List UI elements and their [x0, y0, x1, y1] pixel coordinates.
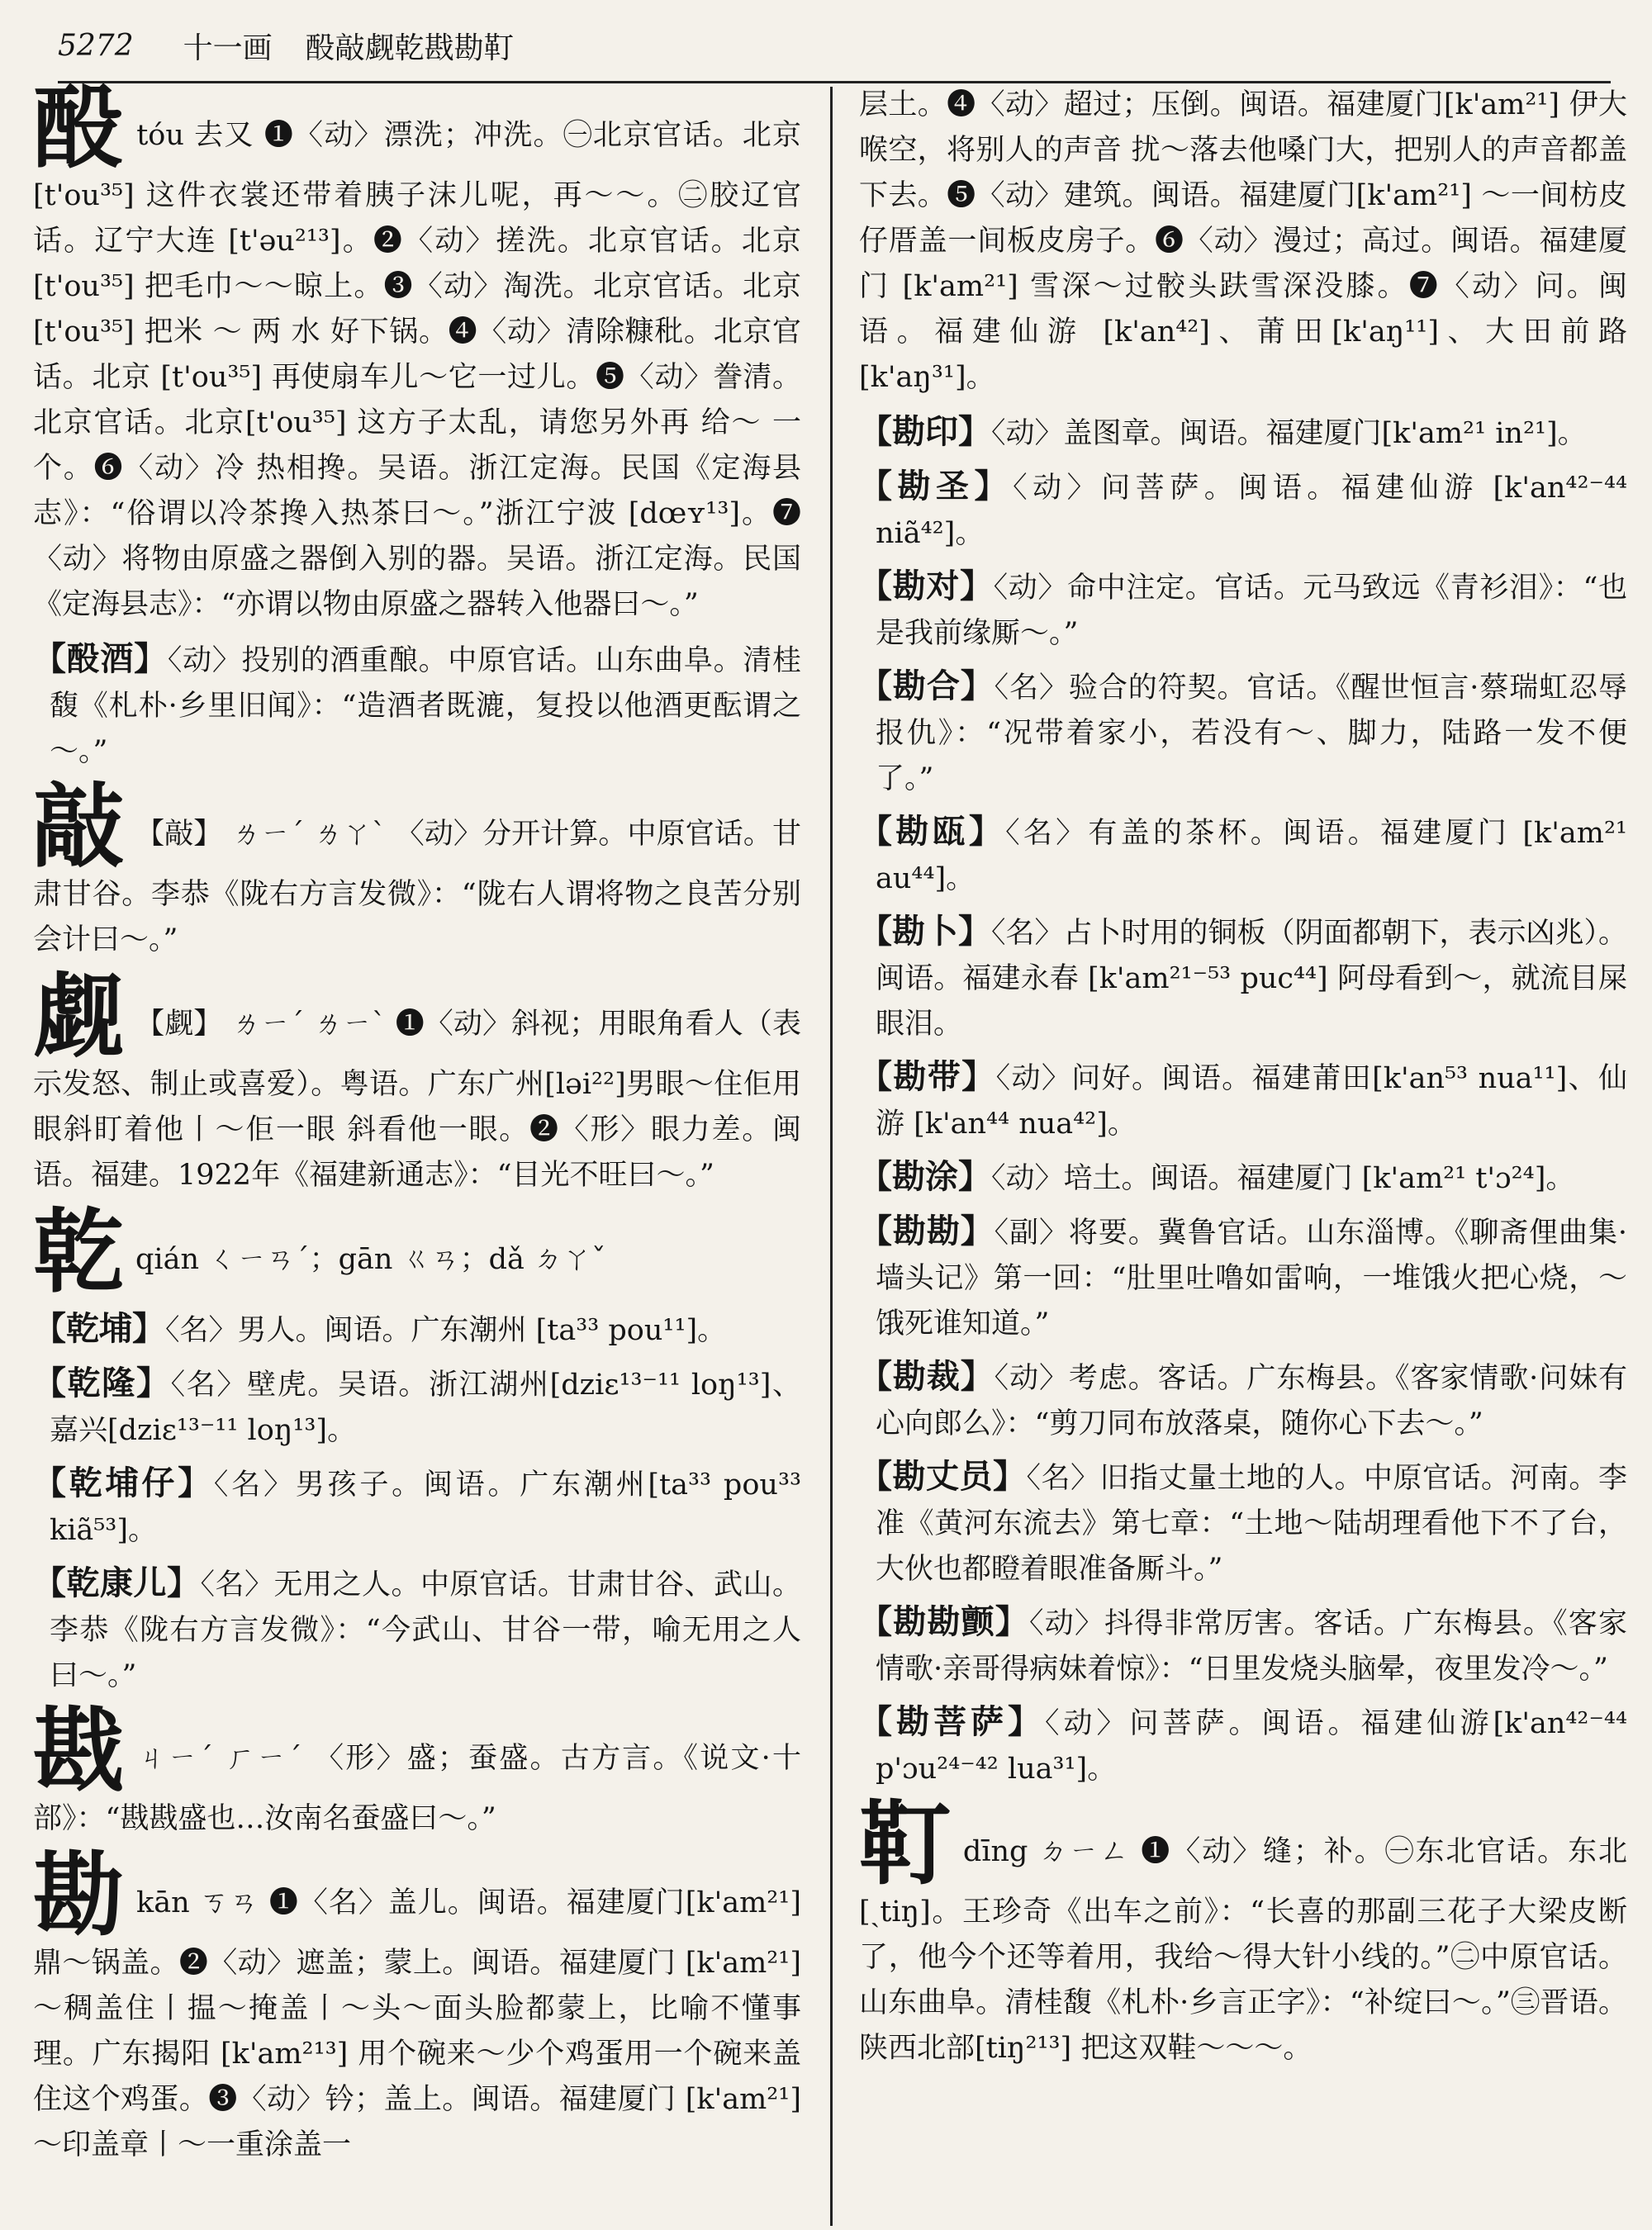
head-character: 靪: [859, 1791, 952, 1897]
entry-body: 〈名〉旧指丈量土地的人。中原官话。河南。李准《黄河东流去》第七章：“土地～陆胡理看他下不了台，大伙也都瞪着眼准备厮斗。”: [876, 1462, 1627, 1586]
entry-body: 〈动〉培土。闽语。福建厦门 [k'am²¹ t'ɔ²⁴]。: [991, 1162, 1575, 1195]
sub-entry: [33, 1460, 801, 1554]
sub-entry-word: 【勘印】: [859, 412, 991, 451]
entry-body: 〈动〉考虑。客话。广东梅县。《客家情歌·问妹有心向郎么》：“剪刀同布放落桌，随你心下去～。”: [876, 1362, 1627, 1440]
sub-entry-word: 【乾康儿】: [33, 1563, 201, 1602]
entry-body: kān ㄎㄢ ❶〈名〉盖儿。闽语。福建厦门[k'am²¹] 鼎～锅盖。❷〈动〉遮盖；蒙上。闽语。福建厦门 [k'am²¹] ～稠盖住丨揾～掩盖丨～头～面头脸都蒙上，比喻不懂事理。广东揭阳 [k'am²¹³] 用个碗来～少个鸡蛋用一个碗来盖住这个鸡蛋。❸〈动〉钤；盖上。闽语。福建厦门 [k'am²¹] ～印盖章丨～一重涂盖一: [33, 1886, 801, 2161]
entry-body: qián ㄑㄧㄢˊ；gān ㄍㄢ；dǎ ㄉㄚˇ: [135, 1243, 606, 1276]
head-entry: [33, 1198, 801, 1305]
sub-entry-word: 【勘合】: [859, 667, 995, 705]
entry-body: 〈动〉盖图章。闽语。福建厦门[k'am²¹ in²¹]。: [991, 417, 1587, 450]
sub-entry: [859, 1454, 1627, 1592]
sub-entry: [859, 563, 1627, 657]
sub-entry-word: 【勘涂】: [859, 1157, 991, 1196]
sub-entry-word: 【勘勘颤】: [859, 1602, 1029, 1641]
entry-body: 〈名〉有盖的茶杯。闽语。福建厦门 [k'am²¹ au⁴⁴]。: [876, 817, 1628, 895]
sub-entry: [859, 1208, 1627, 1347]
sub-entry-word: 【勘勘】: [859, 1212, 995, 1250]
head-entry: [33, 1697, 802, 1842]
sub-entry: [859, 463, 1627, 557]
entry-body: 〈动〉问菩萨。闽语。福建仙游 [k'an⁴²⁻⁴⁴ niã⁴²]。: [876, 472, 1628, 550]
sub-entry: [859, 1599, 1627, 1692]
entry-body: dīng ㄉㄧㄥ ❶〈动〉缝；补。㊀东北官话。东北 [ˏtiŋ]。王珍奇《出车之前》：“长喜的那副三花子大梁皮断了，他今个还等着用，我给～得大针小线的。”㊁中原官话。山东曲阜。清桂馥《札朴·乡言正字》：“补绽曰～。”㊂晋语。陕西北部[tiŋ²¹³] 把这双鞋～～～。: [859, 1835, 1627, 2065]
entry-body: 〈动〉抖得非常厉害。客话。广东梅县。《客家情歌·亲哥得病妹着惊》：“日里发烧头脑晕，夜里发冷～。”: [876, 1607, 1627, 1686]
entry-body: 〈名〉男孩子。闽语。广东潮州[ta³³ pou³³ kiã⁵³]。: [50, 1468, 802, 1547]
entry-body: tóu 去又 ❶〈动〉漂洗；冲洗。㊀北京官话。北京[t'ou³⁵] 这件衣裳还带着胰子沫儿呢，再～～。㊁胶辽官话。辽宁大连 [t'əu²¹³]。❷〈动〉搓洗。北京官话。北京 [t'ou³⁵] 把毛巾～～晾上。❸〈动〉淘洗。北京官话。北京 [t'ou³⁵] 把米 ～ 两 水 好下锅。❹〈动〉清除糠秕。北京官话。北京 [t'ou³⁵] 再使扇车儿～它一过儿。❺〈动〉誊清。北京官话。北京[t'ou³⁵] 这方子太乱，请您另外再 给～ 一 个。❻〈动〉冷 热相搀。吴语。浙江定海。民国《定海县志》：“俗谓以冷茶搀入热茶曰～。”浙江宁波 [dœʏ¹³]。❼〈动〉将物由原盛之器倒入别的器。吴语。浙江定海。民国《定海县志》：“亦谓以物由原盛之器转入他器曰～。”: [33, 119, 801, 621]
sub-entry: [33, 1560, 801, 1699]
continued-text: [859, 83, 1627, 401]
sub-entry: [859, 663, 1627, 802]
entry-body: 【敲】 ㄌㄧˊ ㄌㄚˋ 〈动〉分开计算。中原官话。甘肃甘谷。李恭《陇右方言发微》：“陇右人谓将物之良苦分别会计曰～。”: [33, 818, 801, 956]
entry-body: 〈名〉壁虎。吴语。浙江湖州[dziɛ¹³⁻¹¹ loŋ¹³]、嘉兴[dziɛ¹³⁻¹¹ loŋ¹³]。: [50, 1369, 802, 1447]
entry-body: 〈动〉问好。闽语。福建莆田[k'an⁵³ nua¹¹]、仙游 [k'an⁴⁴ nua⁴²]。: [876, 1062, 1628, 1141]
entry-body: 〈名〉验合的符契。官话。《醒世恒言·蔡瑞虹忍辱报仇》：“况带着家小，若没有～、脚力，陆路一发不便了。”: [876, 671, 1627, 795]
sub-entry: [859, 1054, 1627, 1147]
sub-entry: [859, 1354, 1627, 1447]
entry-body: 〈名〉占卜时用的铜板（阴面都朝下，表示凶兆）。闽语。福建永春 [k'am²¹⁻⁵³ puc⁴⁴] 阿母看到～，就流目屎眼泪。: [876, 917, 1628, 1041]
head-entry: [33, 74, 801, 628]
entry-body: 〈名〉男人。闽语。广东潮州 [ta³³ pou¹¹]。: [165, 1314, 727, 1347]
sub-entry: [33, 1360, 801, 1454]
sub-entry-word: 【勘对】: [859, 567, 994, 605]
sub-entry-word: 【酘酒】: [33, 639, 168, 678]
page-header: [58, 17, 514, 74]
sub-entry-word: 【勘圣】: [859, 467, 1014, 505]
sub-entry: [33, 636, 801, 775]
sub-entry-word: 【勘带】: [859, 1057, 996, 1096]
head-character: 勘: [33, 1842, 125, 1948]
header-chars: 酘敲觑乾戡勘靪: [305, 31, 514, 65]
head-entry: [33, 773, 801, 963]
head-character: 敲: [33, 773, 125, 880]
sub-entry-word: 【勘裁】: [859, 1357, 995, 1396]
left-column: [33, 74, 802, 2176]
head-character: 酘: [33, 74, 126, 181]
head-character: 乾: [33, 1198, 124, 1305]
head-entry: [33, 1842, 801, 2168]
head-entry: [859, 1791, 1627, 2071]
entry-body: 【觑】 ㄌㄧˊ ㄌㄧˋ ❶〈动〉斜视；用眼角看人（表示发怒、制止或喜爱）。粤语。广东广州[ləi²²]男眼～住佢用眼斜盯着他丨～佢一眼 斜看他一眼。❷〈形〉眼力差。闽语。福建。1922年《福建新通志》：“目光不旺曰～。”: [33, 1008, 801, 1192]
sub-entry: [859, 1699, 1627, 1792]
head-character: 觑: [33, 963, 125, 1070]
entry-body: 〈名〉无用之人。中原官话。甘肃甘谷、武山。李恭《陇右方言发微》：“今武山、甘谷一带，喻无用之人曰～。”: [50, 1568, 801, 1692]
sub-entry: [33, 1306, 801, 1354]
sub-entry-word: 【乾隆】: [33, 1364, 171, 1402]
sub-entry-word: 【勘瓯】: [859, 812, 1006, 851]
head-character: 戡: [33, 1697, 126, 1804]
entry-body: ㄐㄧˊ ㄏㄧˊ 〈形〉盛；蚕盛。古方言。《说文·十部》：“戡戡盛也…汝南名蚕盛曰～。”: [33, 1742, 802, 1835]
sub-entry: [859, 909, 1627, 1047]
sub-entry: [859, 809, 1627, 902]
sub-entry-word: 【乾埔仔】: [33, 1464, 214, 1502]
sub-entry: [859, 409, 1627, 457]
column-divider: [830, 87, 833, 2226]
page-number: 5272: [58, 28, 134, 63]
head-entry: [33, 963, 801, 1198]
sub-entry-word: 【勘菩萨】: [859, 1702, 1045, 1741]
sub-entry-word: 【勘丈员】: [859, 1457, 1027, 1496]
entry-body: 〈动〉投别的酒重酿。中原官话。山东曲阜。清桂馥《札朴·乡里旧闻》：“造酒者既漉，复投以他酒更酝谓之～。”: [50, 644, 802, 768]
sub-entry-word: 【乾埔】: [33, 1309, 165, 1348]
entry-body: 〈动〉问菩萨。闽语。福建仙游[k'an⁴²⁻⁴⁴ p'ɔu²⁴⁻⁴² lua³¹]。: [876, 1707, 1627, 1786]
entry-body: 层土。❹〈动〉超过；压倒。闽语。福建厦门[k'am²¹] 伊大喉空，将别人的声音 扰～落去他嗓门大，把别人的声音都盖下去。❺〈动〉建筑。闽语。福建厦门[k'am²¹] ～一间枋皮仔厝盖一间板皮房子。❻〈动〉漫过；高过。闽语。福建厦门 [k'am²¹] 雪深～过骹头趺雪深没膝。❼〈动〉问。闽语。福建仙游 [k'an⁴²]、莆田[k'aŋ¹¹]、大田前路 [k'aŋ³¹]。: [859, 88, 1627, 394]
header-section: 十一画: [183, 31, 273, 65]
sub-entry-word: 【勘卜】: [859, 912, 991, 951]
right-column: [859, 83, 1627, 2080]
entry-body: 〈副〉将要。冀鲁官话。山东淄博。《聊斋俚曲集·墙头记》第一回：“肚里吐噜如雷响，一堆饿火把心烧，～饿死谁知道。”: [876, 1217, 1627, 1340]
entry-body: 〈动〉命中注定。官话。元马致远《青衫泪》：“也是我前缘厮～。”: [876, 572, 1627, 650]
sub-entry: [859, 1154, 1627, 1202]
